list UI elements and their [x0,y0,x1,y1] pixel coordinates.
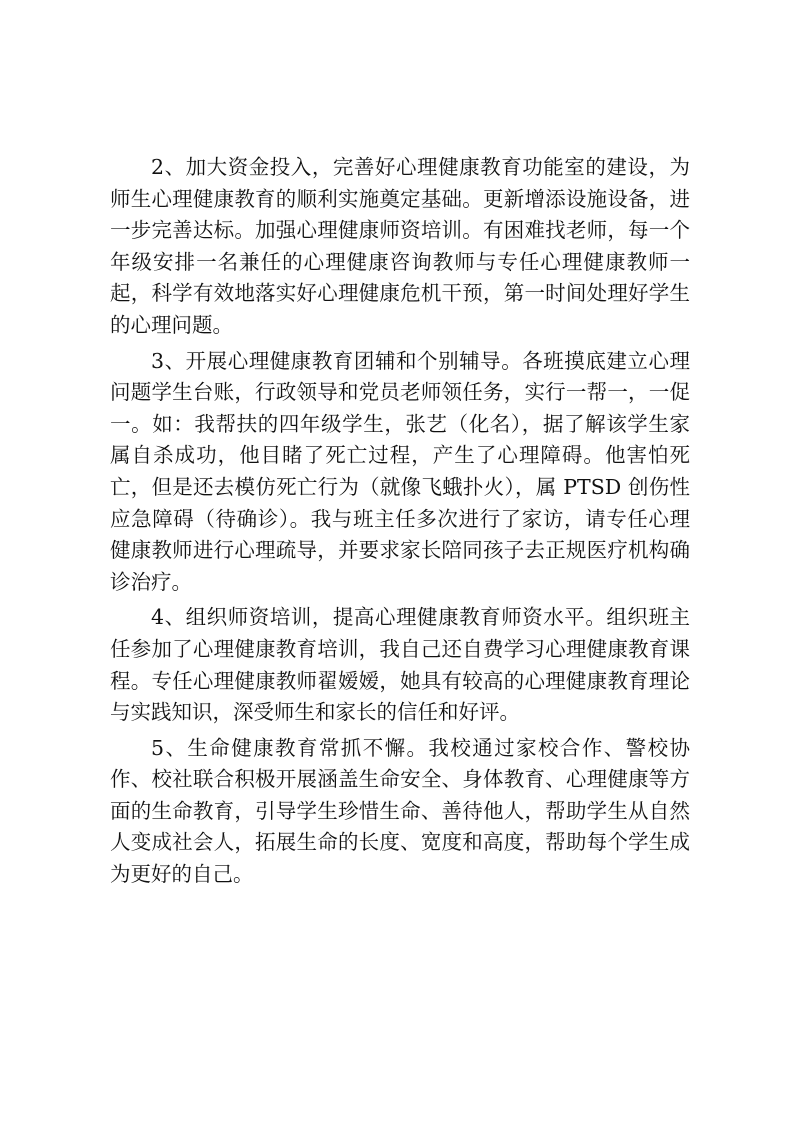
paragraph-4: 4、组织师资培训，提高心理健康教育师资水平。组织班主任参加了心理健康教育培训，我自己还自费学习心理健康教育课程。专任心理健康教师翟嫒嫒，她具有较高的心理健康教育理论与实践知识，深受师生和家长的信任和好评。 [110,605,690,725]
paragraph-3: 3、开展心理健康教育团辅和个别辅导。各班摸底建立心理问题学生台账，行政领导和党员老师领任务，实行一帮一，一促一。如：我帮扶的四年级学生，张艺（化名），据了解该学生家属自杀成功，他目睹了死亡过程，产生了心理障碍。他害怕死亡，但是还去模仿死亡行为（就像飞蛾扑火），属 PTSD 创伤性应急障碍（待确诊）。我与班主任多次进行了家访，请专任心理健康教师进行心理疏导，并要求家长陪同孩子去正规医疗机构确诊治疗。 [110,348,690,594]
document-body [110,152,690,895]
paragraph-2: 2、加大资金投入，完善好心理健康教育功能室的建设，为师生心理健康教育的顺利实施奠定基础。更新增添设施设备，进一步完善达标。加强心理健康师资培训。有困难找老师，每一个年级安排一名兼任的心理健康咨询教师与专任心理健康教师一起，科学有效地落实好心理健康危机干预，第一时间处理好学生的心理问题。 [110,155,690,337]
paragraph-5: 5、生命健康教育常抓不懈。我校通过家校合作、警校协作、校社联合积极开展涵盖生命安全、身体教育、心理健康等方面的生命教育，引导学生珍惜生命、善待他人，帮助学生从自然人变成社会人，拓展生命的长度、宽度和高度，帮助每个学生成为更好的自己。 [110,735,690,887]
